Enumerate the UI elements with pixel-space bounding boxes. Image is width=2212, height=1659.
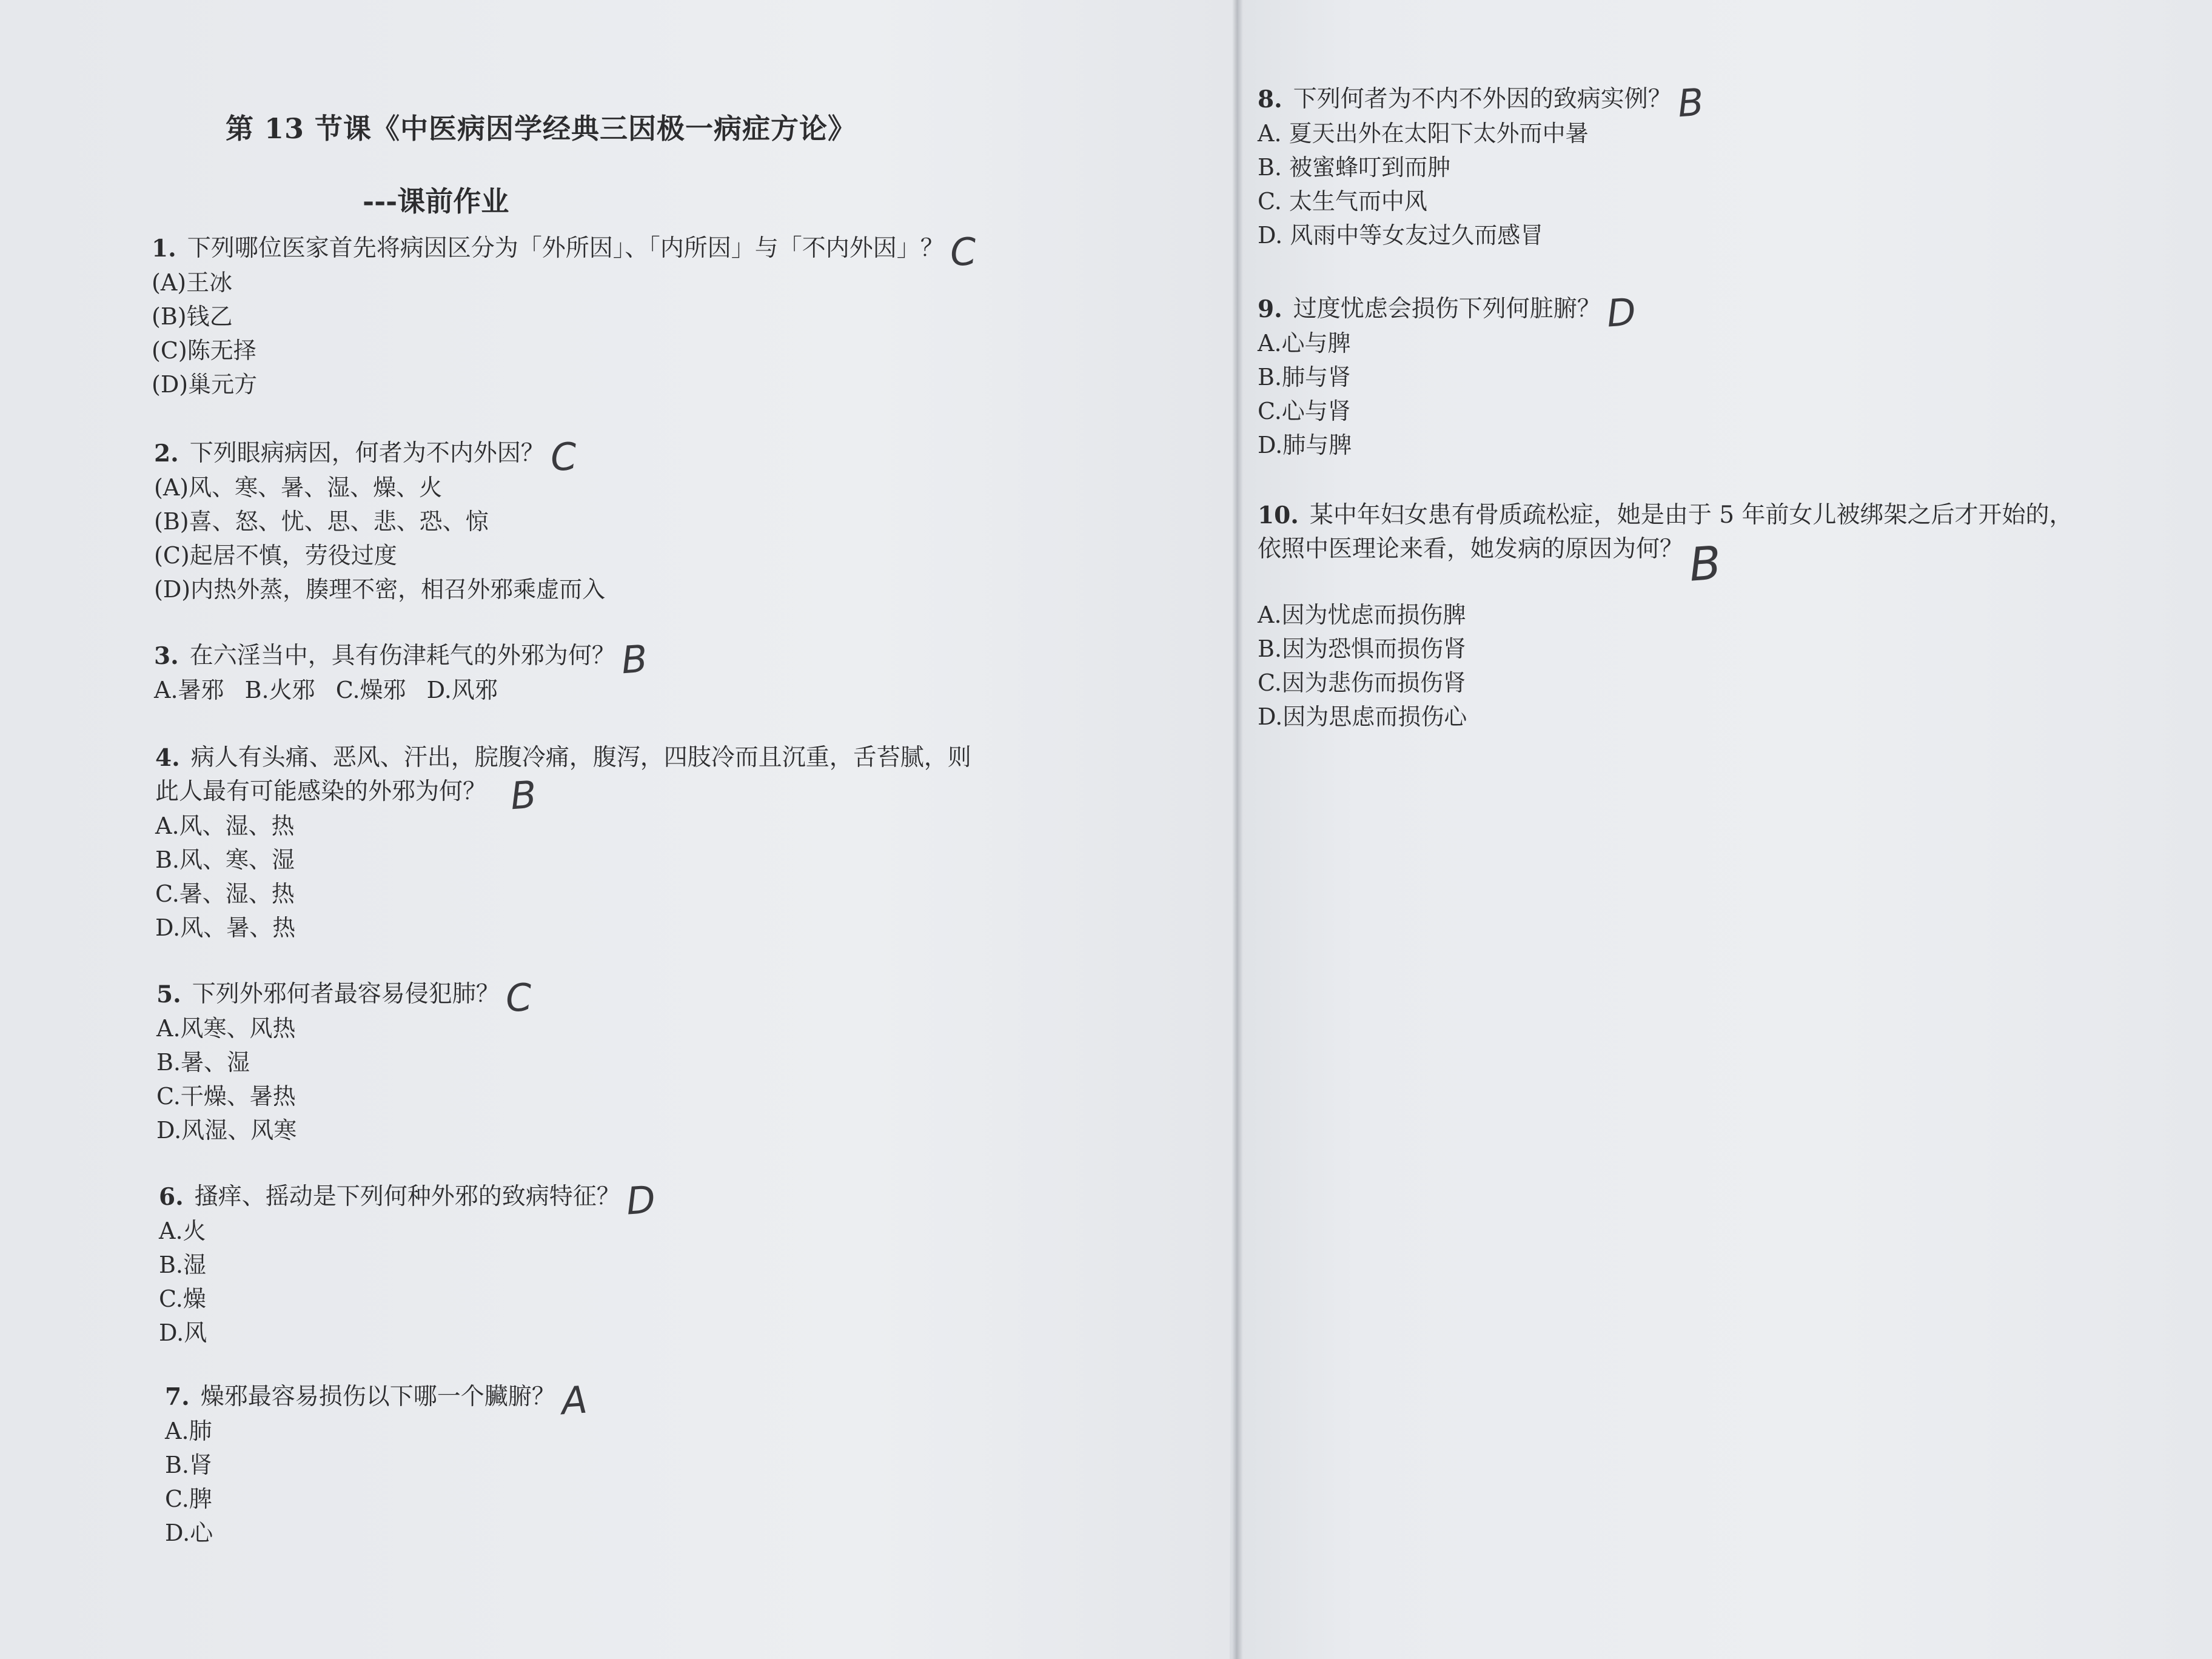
question-text: 下列外邪何者最容易侵犯肺？ bbox=[192, 980, 500, 1008]
option-row bbox=[154, 673, 647, 707]
question-stem bbox=[152, 229, 978, 275]
question-text: 燥邪最容易损伤以下哪一个臟腑？ bbox=[200, 1383, 555, 1410]
question-10 bbox=[1258, 498, 2073, 734]
handwritten-answer: B bbox=[509, 772, 538, 819]
option: A.因为忧虑而损伤脾 bbox=[1258, 602, 1466, 628]
question-text: 某中年妇女患有骨质疏松症，她是由于 5 年前女儿被绑架之后才开始的， bbox=[1309, 501, 2073, 529]
option: A. 夏天出外在太阳下太外而中暑 bbox=[1258, 120, 1589, 147]
handwritten-answer: C bbox=[549, 434, 578, 480]
question-number: 3. bbox=[154, 642, 179, 670]
option: C.干燥、暑热 bbox=[156, 1083, 296, 1110]
handwritten-answer: B bbox=[1676, 79, 1705, 126]
question-number: 7. bbox=[165, 1383, 190, 1411]
question-text: 下列哪位医家首先将病因区分为「外所因」、「内所因」与「不内外因」？ bbox=[187, 235, 944, 262]
question-number: 5. bbox=[156, 980, 181, 1008]
question-8 bbox=[1258, 79, 1705, 252]
question-number: 6. bbox=[159, 1183, 184, 1211]
question-number: 10. bbox=[1258, 501, 1299, 529]
option: (A)王冰 bbox=[152, 269, 233, 296]
question-stem-line-2 bbox=[155, 772, 971, 819]
question-3 bbox=[154, 636, 649, 707]
option: B.湿 bbox=[159, 1252, 207, 1278]
question-stem bbox=[159, 1177, 657, 1224]
question-2 bbox=[154, 434, 606, 606]
question-stem bbox=[1258, 79, 1705, 126]
option: C.暑、湿、热 bbox=[155, 880, 295, 907]
option: C.燥邪 bbox=[335, 677, 406, 703]
option: C.燥 bbox=[159, 1285, 206, 1312]
option: A.风、湿、热 bbox=[155, 813, 295, 839]
option: D.肺与脾 bbox=[1258, 432, 1352, 458]
option: (D)内热外蒸，腠理不密，相召外邪乘虚而入 bbox=[154, 576, 606, 603]
option: A.心与脾 bbox=[1258, 330, 1351, 357]
spacer bbox=[1258, 566, 2073, 598]
option: A.火 bbox=[159, 1218, 206, 1244]
option: B. 被蜜蜂叮到而肿 bbox=[1258, 154, 1451, 181]
option: B.风、寒、湿 bbox=[155, 846, 295, 873]
question-text: 病人有头痛、恶风、汗出，脘腹冷痛，腹泻，四肢冷而且沉重，舌苔腻，则 bbox=[190, 744, 971, 771]
question-stem bbox=[1258, 498, 2073, 532]
option: A.暑邪 bbox=[154, 677, 224, 703]
question-stem bbox=[156, 974, 534, 1021]
question-text: 下列眼病病因，何者为不内外因？ bbox=[189, 440, 545, 467]
handwritten-answer: D bbox=[625, 1177, 657, 1224]
option: (A)风、寒、暑、湿、燥、火 bbox=[154, 474, 443, 501]
option: (B)喜、怒、忧、思、悲、恐、惊 bbox=[154, 508, 489, 535]
question-number: 9. bbox=[1258, 295, 1282, 323]
question-stem bbox=[154, 434, 605, 480]
question-text: 过度忧虑会损伤下列何脏腑？ bbox=[1293, 295, 1601, 323]
question-number: 2. bbox=[154, 440, 179, 468]
option: A.肺 bbox=[165, 1418, 212, 1444]
option: (D)巢元方 bbox=[152, 371, 258, 398]
question-7 bbox=[165, 1377, 589, 1550]
option: D.心 bbox=[165, 1520, 213, 1546]
handwritten-answer: D bbox=[1605, 289, 1637, 336]
question-stem bbox=[155, 741, 971, 775]
option: (C)起居不慎，劳役过度 bbox=[154, 542, 397, 569]
option: C.脾 bbox=[165, 1486, 212, 1512]
document-subtitle: ---课前作业 bbox=[363, 185, 509, 218]
question-6 bbox=[159, 1177, 657, 1350]
question-text: 在六淫当中，具有伤津耗气的外邪为何？ bbox=[189, 642, 615, 669]
question-stem bbox=[165, 1377, 589, 1424]
option: B.因为恐惧而损伤肾 bbox=[1258, 635, 1467, 662]
document-title: 第 13 节课《中医病因学经典三因极一病症方论》 bbox=[226, 112, 857, 145]
question-stem bbox=[1258, 289, 1637, 336]
option: (B)钱乙 bbox=[152, 303, 233, 330]
handwritten-answer: B bbox=[620, 636, 649, 683]
question-text: 此人最有可能感染的外邪为何？ bbox=[155, 778, 487, 805]
question-text: 下列何者为不内不外因的致病实例？ bbox=[1293, 85, 1672, 113]
question-number: 4. bbox=[155, 744, 180, 772]
handwritten-answer: C bbox=[504, 974, 534, 1021]
option: D.风、暑、热 bbox=[155, 914, 296, 941]
question-5 bbox=[156, 974, 534, 1147]
option: D.风 bbox=[159, 1319, 207, 1346]
question-stem bbox=[154, 636, 649, 683]
question-text: 依照中医理论来看，她发病的原因为何？ bbox=[1258, 535, 1684, 563]
handwritten-answer: B bbox=[1687, 535, 1723, 592]
page-fold bbox=[1232, 0, 1243, 1659]
option: D.风邪 bbox=[426, 677, 498, 703]
question-9 bbox=[1258, 289, 1637, 462]
option: B.肾 bbox=[165, 1452, 213, 1478]
option: D.风湿、风寒 bbox=[156, 1117, 297, 1144]
question-4 bbox=[155, 741, 971, 945]
option: (C)陈无择 bbox=[152, 337, 256, 364]
option: C. 太生气而中风 bbox=[1258, 188, 1427, 215]
question-number: 8. bbox=[1258, 85, 1282, 113]
option: A.风寒、风热 bbox=[156, 1015, 296, 1042]
question-number: 1. bbox=[152, 235, 176, 263]
question-text: 搔痒、摇动是下列何种外邪的致病特征？ bbox=[194, 1183, 620, 1210]
option: D.因为思虑而损伤心 bbox=[1258, 703, 1467, 730]
handwritten-answer: C bbox=[948, 229, 978, 275]
option: C.因为悲伤而损伤肾 bbox=[1258, 669, 1466, 696]
question-stem-line-2 bbox=[1258, 532, 2073, 592]
option: B.暑、湿 bbox=[156, 1049, 250, 1076]
question-1 bbox=[152, 229, 978, 401]
handwritten-answer: A bbox=[560, 1377, 589, 1424]
option: B.肺与肾 bbox=[1258, 364, 1352, 390]
option: C.心与肾 bbox=[1258, 398, 1351, 424]
option: B.火邪 bbox=[244, 677, 315, 703]
option: D. 风雨中等女友过久而感冒 bbox=[1258, 222, 1544, 249]
